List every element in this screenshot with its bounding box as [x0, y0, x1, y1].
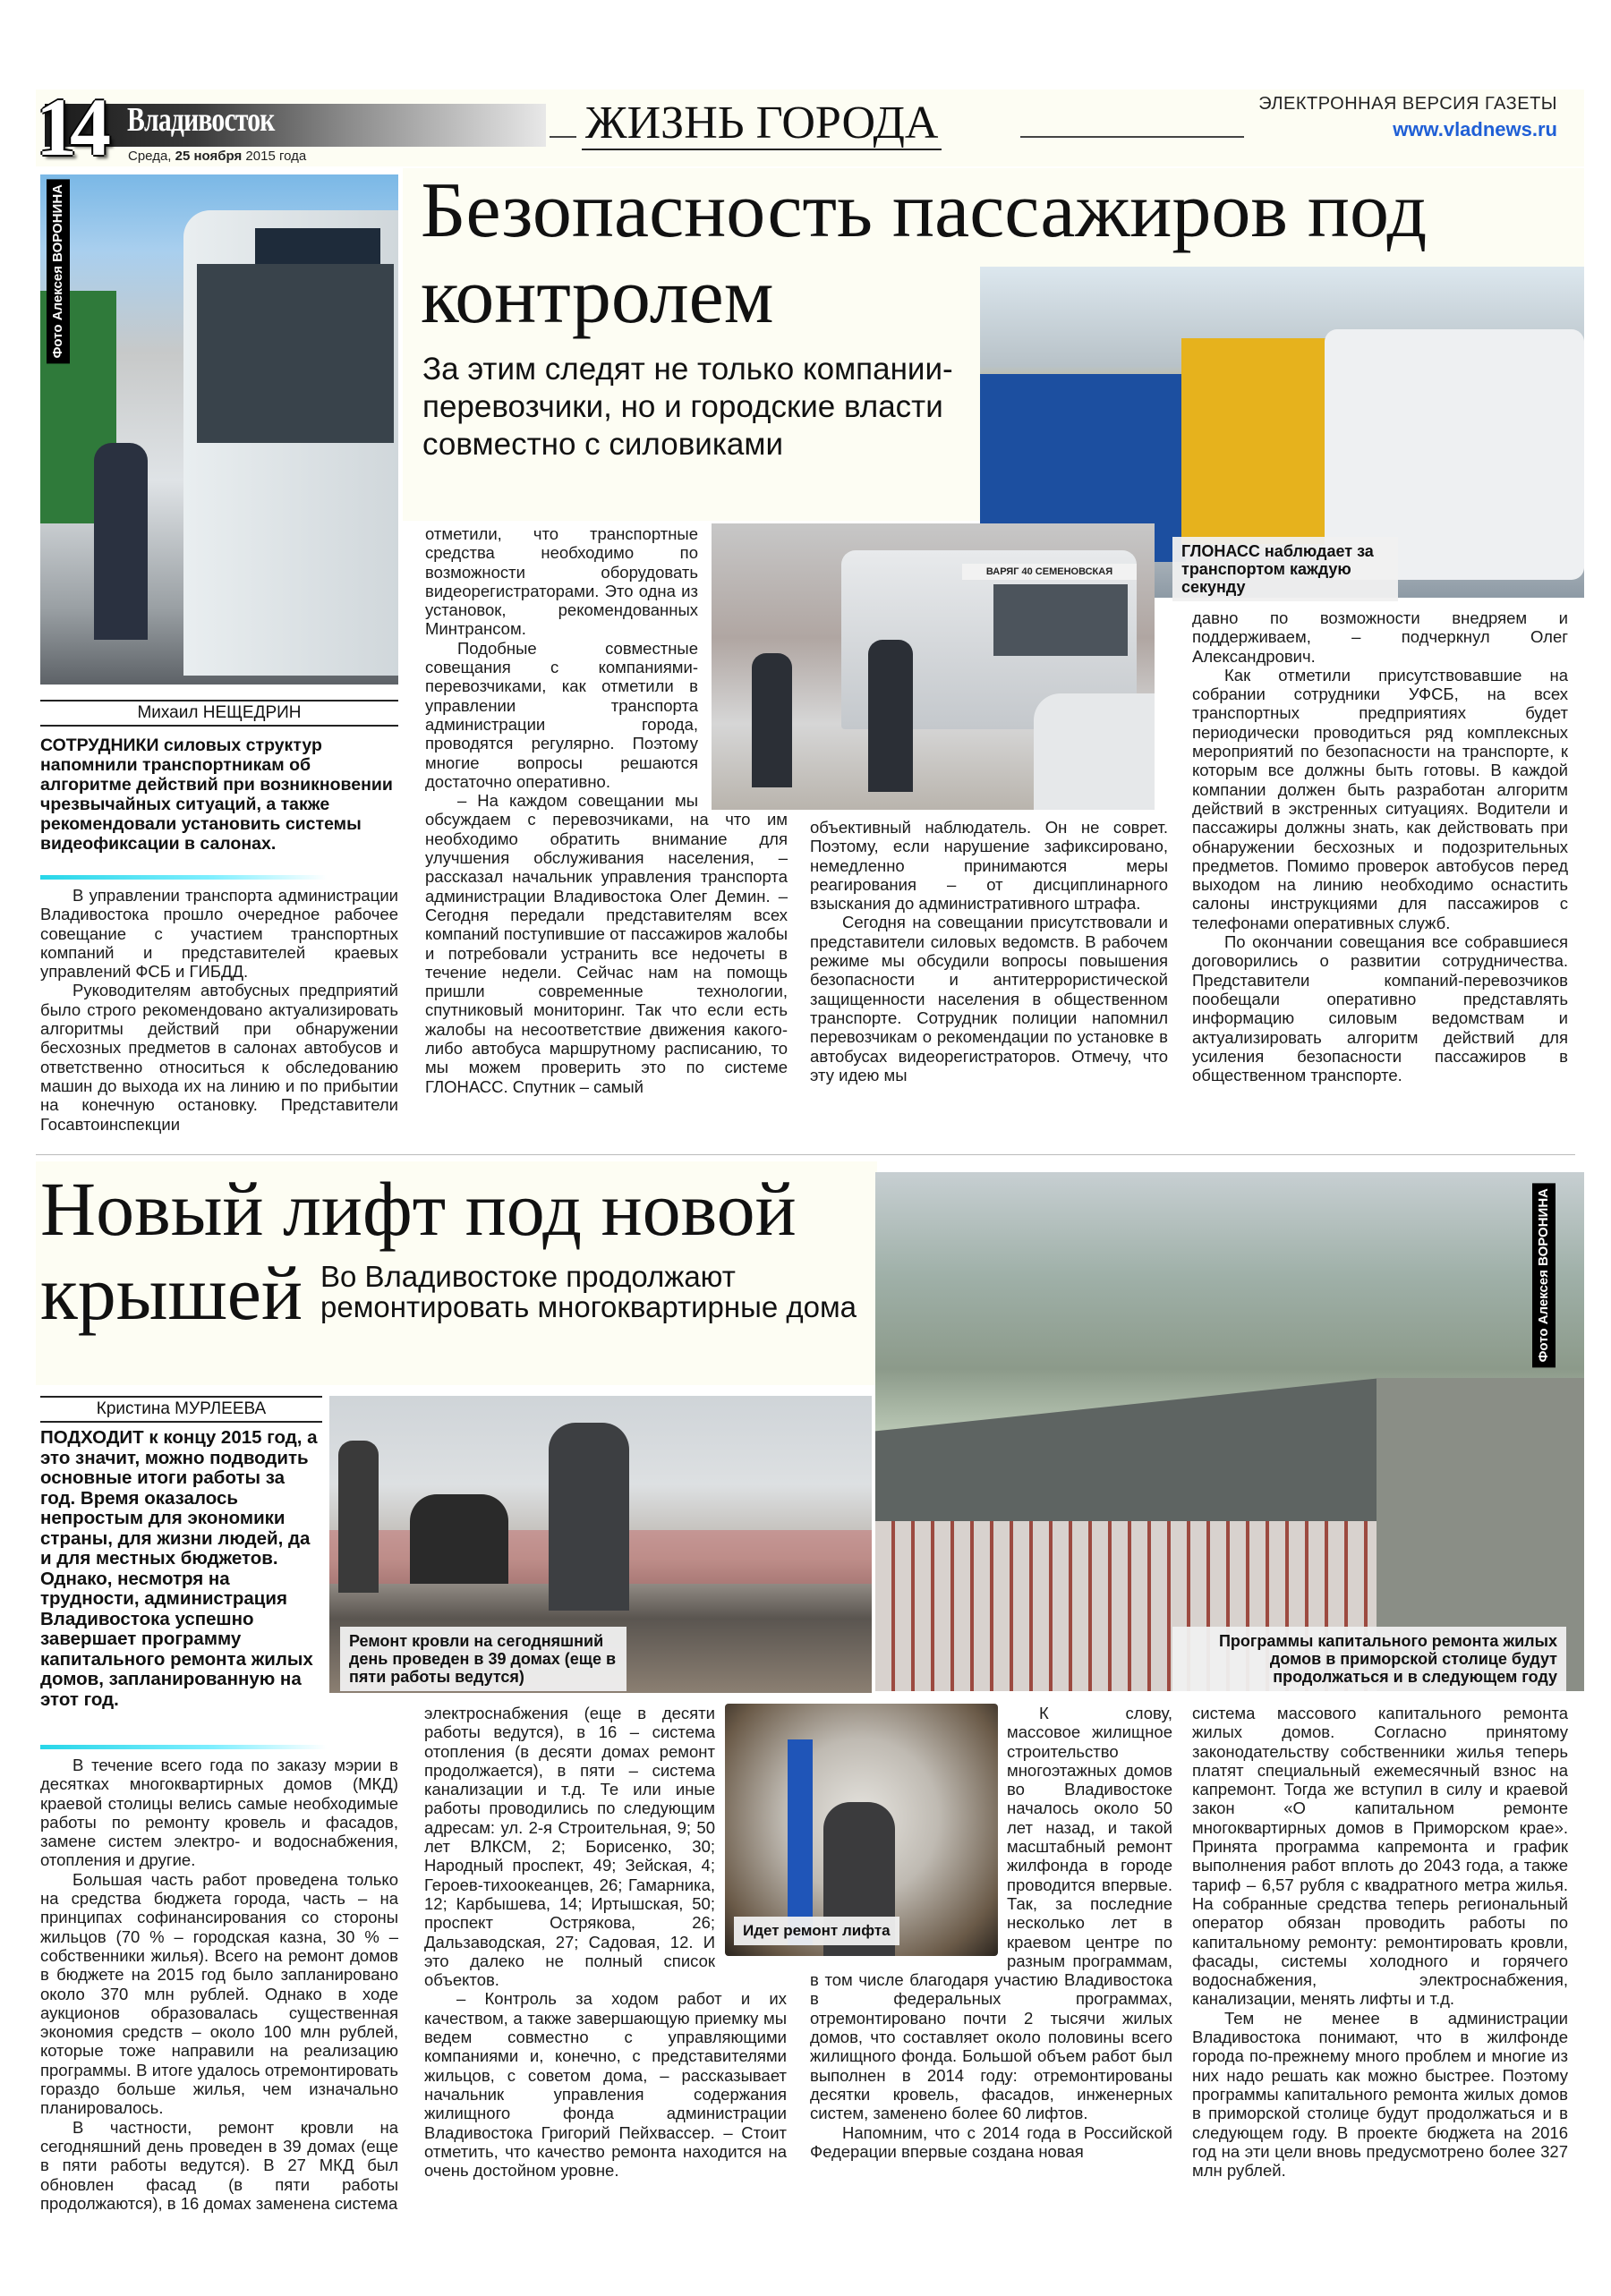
paragraph: давно по возможности внедряем и поддерживаем, – подчеркнул Олег Александрович. [1192, 608, 1568, 666]
car-shape [1034, 693, 1155, 810]
article2-subheadline: Во Владивостоке продолжают ремонтировать многоквартирные дома [320, 1260, 857, 1323]
city-rooftops-photo [875, 1172, 1584, 1691]
article1-column-2 [425, 524, 788, 1096]
paragraph: отметили, что транспортные средства необходимо по возможности оборудовать видеорегистраторами. Это одна из установок, рекомендованных Минтрансом. [425, 524, 698, 639]
photo-caption-lift: Идет ремонт лифта [734, 1917, 899, 1945]
article1-column-4 [1192, 608, 1568, 1084]
photo-credit: Фото Алексея ВОРОНИНА [1532, 1183, 1556, 1367]
article2-headline-line2: крышей [40, 1250, 303, 1336]
article-divider [36, 1154, 1575, 1155]
photo-caption-glonass: ГЛОНАСС наблюдает за транспортом каждую секунду [1172, 537, 1398, 601]
lead-underline [40, 1745, 327, 1749]
paragraph: Тем не менее в администрации Владивостока понимают, что в жилфонде города по-прежнему много проблем и многие из них надо решать как можно быстрее. Поэтому программы капитального ремонта жилых домов в приморской столице будут продолжаться и в следующем году. В проекте бюджета на 2016 год на эти цели вновь предусмотрено более 327 млн рублей. [1192, 2008, 1568, 2181]
issue-day-month: 25 ноября [175, 149, 243, 164]
paragraph: – На каждом совещании мы обсуждаем с перевозчиками, на что им необходимо обратить внимание для улучшения обслуживания населения, – рассказал начальник управления транспорта администрации Владивостока Олег Демин. – Сегодня передали представителям всех компаний поступившие от пассажиров жалобы и потребовали устранить все недочеты в течение недели. Сейчас нам на помощь пришли современные технологии, спутниковый мониторинг. Так что если есть жалобы на несоответствие движения какого-либо автобуса маршрутному расписанию, то мы можем проверить это по системе ГЛОНАСС. Спутник – самый [425, 791, 788, 1096]
photo-credit: Фото Алексея ВОРОНИНА [47, 179, 70, 363]
section-title: ЖИЗНЬ ГОРОДА [582, 98, 942, 150]
edition-label: ЭЛЕКТРОННАЯ ВЕРСИЯ ГАЗЕТЫ [1258, 94, 1557, 114]
paragraph: Как отметили присутствовавшие на собрании сотрудники УФСБ, на всех транспортных предприятиях будет периодически проводиться ряд комплексных мероприятий по безопасности на транспорте, к которым все должны быть готовы. В каждой компании должен быть разработан алгоритм действий в экстренных ситуациях. Водители и пассажиры должны знать, как действовать при обнаружении бесхозных и подозрительных предметов. Помимо проверок автобусов перед выходом на линию необходимо оснастить салоны инструкциями для пассажиров с телефонами оперативных служб. [1192, 665, 1568, 932]
article2-headline-line1: Новый лифт под новой [40, 1166, 797, 1252]
article1-lead: СОТРУДНИКИ силовых структур напомнили транспортникам об алгоритме действий при возникновении чрезвычайных ситуаций, а также рекомендовали установить системы видеофиксации в салонах. [40, 736, 393, 854]
paragraph: Большая часть работ проведена только на средства бюджета города, часть – на принципах софинансирования со стороны жильцов (70 % – городская казна, 30 % – собственники жилья). Всего на ремонт домов в бюджете на 2015 год было запланировано около 370 млн рублей. Однако в ходе аукционов образовалась существенная экономия средств – около 100 млн рублей, которые тоже направили на реализацию программы. В итоге удалось отремонтировать гораздо больше жилья, чем изначально планировалось. [40, 1869, 398, 2118]
paragraph: В течение всего года по заказу мэрии в десятках многоквартирных домов (МКД) краевой столицы велись самые необходимые работы по ремонту кровель и фасадов, замене систем электро- и водоснабжения, отопления и другие. [40, 1756, 398, 1870]
article2-column-1 [40, 1756, 398, 2213]
issue-year: 2015 года [245, 149, 307, 164]
website-link[interactable]: www.vladnews.ru [1393, 118, 1557, 140]
paragraph: К слову, массовое жилищное строительство многоэтажных домов во Владивостоке началось около 50 лет назад, и такой масштабный ремонт жилфонда в городе проводится впервые. Так, за последние несколько лет в краевом центре по разным программам, в том числе благодаря участию Владивостока в федеральных программах, отремонтировано почти 2 тысячи жилых домов, что составляет около половины всего жилищного фонда. Большой объем работ был выполнен в 2014 году: отремонтированы десятки кровель, фасадов, инженерных систем, заменено более 60 лифтов. [810, 1704, 1172, 2123]
paragraph: Напомним, что с 2014 года в Российской Федерации впервые создана новая [810, 2122, 1172, 2161]
article1-column-1 [40, 886, 398, 1134]
issue-date [128, 149, 306, 165]
bus-route-sign: ВАРЯГ 40 СЕМЕНОВСКАЯ [962, 564, 1137, 580]
police-officer-shape [94, 443, 148, 640]
article2-headline [40, 1167, 873, 1335]
paragraph: В частности, ремонт кровли на сегодняшний день проведен в 39 домах (еще в пяти работы ведутся). В 27 МКД был обновлен фасад (в пяти работы продолжаются), в 16 домах заменена система [40, 2117, 398, 2213]
paragraph: – Контроль за ходом работ и их качеством, а также завершающую приемку мы ведем совместно с управляющими компаниями и, конечно, с представителями жильцов, с советом дома, – рассказывает начальник управления содержания жилищного фонда администрации Владивостока Григорий Пейхвассер. – Стоит отметить, что качество ремонта находится на очень достойном уровне. [424, 1989, 787, 2181]
worker-shape [410, 1494, 508, 1584]
photo-caption-roof: Ремонт кровли на сегодняшний день проведен в 39 домах (еще в пяти работы ведутся) [340, 1627, 626, 1691]
article1-byline: Михаил НЕЩЕДРИН [40, 700, 398, 727]
article2-lead: ПОДХОДИТ к концу 2015 год, а это значит, можно подводить основные итоги работы за год. Время оказалось непростым для экономики страны, для жизни людей, да и для местных бюджетов. Однако, несмотря на трудности, администрация Владивостока успешно завершает программу капитального ремонта жилых домов, запланированную на этот год. [40, 1427, 318, 1710]
article2-column-4 [1192, 1704, 1568, 2180]
newspaper-name: Владивосток [127, 101, 275, 139]
paragraph: объективный наблюдатель. Он не соврет. Поэтому, если нарушение зафиксировано, немедленно принимаются меры реагирования – от дисциплинарного взыскания до административного штрафа. [810, 818, 1168, 914]
section-rule-left [550, 136, 576, 138]
lead-underline [40, 875, 327, 880]
article1-column-3 [810, 818, 1168, 1084]
article2-byline: Кристина МУРЛЕЕВА [40, 1396, 322, 1423]
article1-headline: Безопасность пассажиров под контролем [421, 167, 1428, 340]
photo-wrap-spacer [698, 524, 788, 807]
yellow-bus-shape [1181, 338, 1334, 544]
paragraph: электроснабжения (еще в десяти работы ведутся), в 16 – система отопления (в десяти домах ремонт продолжается), в пяти – система канализации и т.д. Те или иные работы проводились по следующим адресам: ул. 2-я Строительная, 9; 50 лет ВЛКСМ, 2; Борисенко, 30; Народный проспект, 49; Зейская, 4; Героев-тихоокеанцев, 26; Гамарника, 12; Карбышева, 14; Иртышская, 50; проспект Острякова, 26; Дальзаводская, 27; Садовая, 12. И это далеко не полный список объектов. [424, 1704, 715, 1990]
lift-door-shape [788, 1739, 813, 1945]
bus-windshield-shape [993, 584, 1128, 656]
paragraph: Руководителям автобусных предприятий было строго рекомендовано актуализировать алгоритмы действий при обнаружении бесхозных предметов в салонах автобусов и ответственно относиться к обследованию машин до выхода их на линию и по прибытии на конечную остановку. Представители Госавтоинспекции [40, 981, 398, 1134]
issue-weekday: Среда, [128, 149, 172, 164]
article2-column-3 [743, 1704, 1172, 2161]
bus-windshield-shape [197, 264, 394, 443]
section-rule-right [1020, 136, 1244, 138]
paragraph: В управлении транспорта администрации Владивостока прошло очередное рабочее совещание с участием транспортных компаний и представителей краевых управлений ФСБ и ГИБДД. [40, 886, 398, 982]
paragraph: По окончании совещания все собравшиеся договорились о развитии сотрудничества. Представители компаний-перевозчиков пообещали оперативно представлять информацию силовым ведомствам и актуализировать алгоритм действий для усиления безопасности пассажиров в общественном транспорте. [1192, 932, 1568, 1085]
paragraph: Подобные совместные совещания с компаниями-перевозчиками, как отметили в управлении транспорта администрации города, проводятся регулярно. Поэтому многие вопросы решаются достаточно оперативно. [425, 638, 698, 791]
paragraph: система массового капитального ремонта жилых домов. Согласно принятому законодательству собственники жилья теперь платят специальный ежемесячный взнос на капремонт. Тогда же вступил в силу и краевой закон «О капитальном ремонте многоквартирных домов в Приморском крае». Принята программа капремонта и график выполнения работ вплоть до 2043 года, а также тариф – 6,57 рубля с квадратного метра жилья. На собранные средства теперь региональный оператор обязан проводить работы по капитальному ремонту: ремонтировать кровли, фасады, системы холодного и горячего водоснабжения, электроснабжения, канализации, менять лифты и т.д. [1192, 1704, 1568, 2009]
bus-police-photo [40, 174, 398, 685]
article1-subheadline: За этим следят не только компании-перевозчики, но и городские власти совместно с силовиками [422, 352, 953, 462]
lift-photo-slot [743, 1704, 1007, 1963]
photo-caption-city: Программы капитального ремонта жилых домов в приморской столице будут продолжаться и в следующем году [1172, 1627, 1566, 1691]
article2-headline-row [40, 1251, 873, 1335]
pedestrian-shape [868, 640, 913, 792]
page-number: 14 [36, 81, 104, 173]
worker-shape [549, 1423, 629, 1611]
lift-repair-photo [725, 1704, 998, 1956]
worker-shape [338, 1441, 379, 1593]
paragraph: Сегодня на совещании присутствовали и представители силовых ведомств. В рабочем режиме мы обсудили вопросы повышения безопасности и антитеррористической защищенности населения в общественном транспорте. Сотрудник полиции напомнил перевозчикам о рекомендации по установке в автобусах видеорегистраторов. Отмечу, что эту идею мы [810, 913, 1168, 1084]
